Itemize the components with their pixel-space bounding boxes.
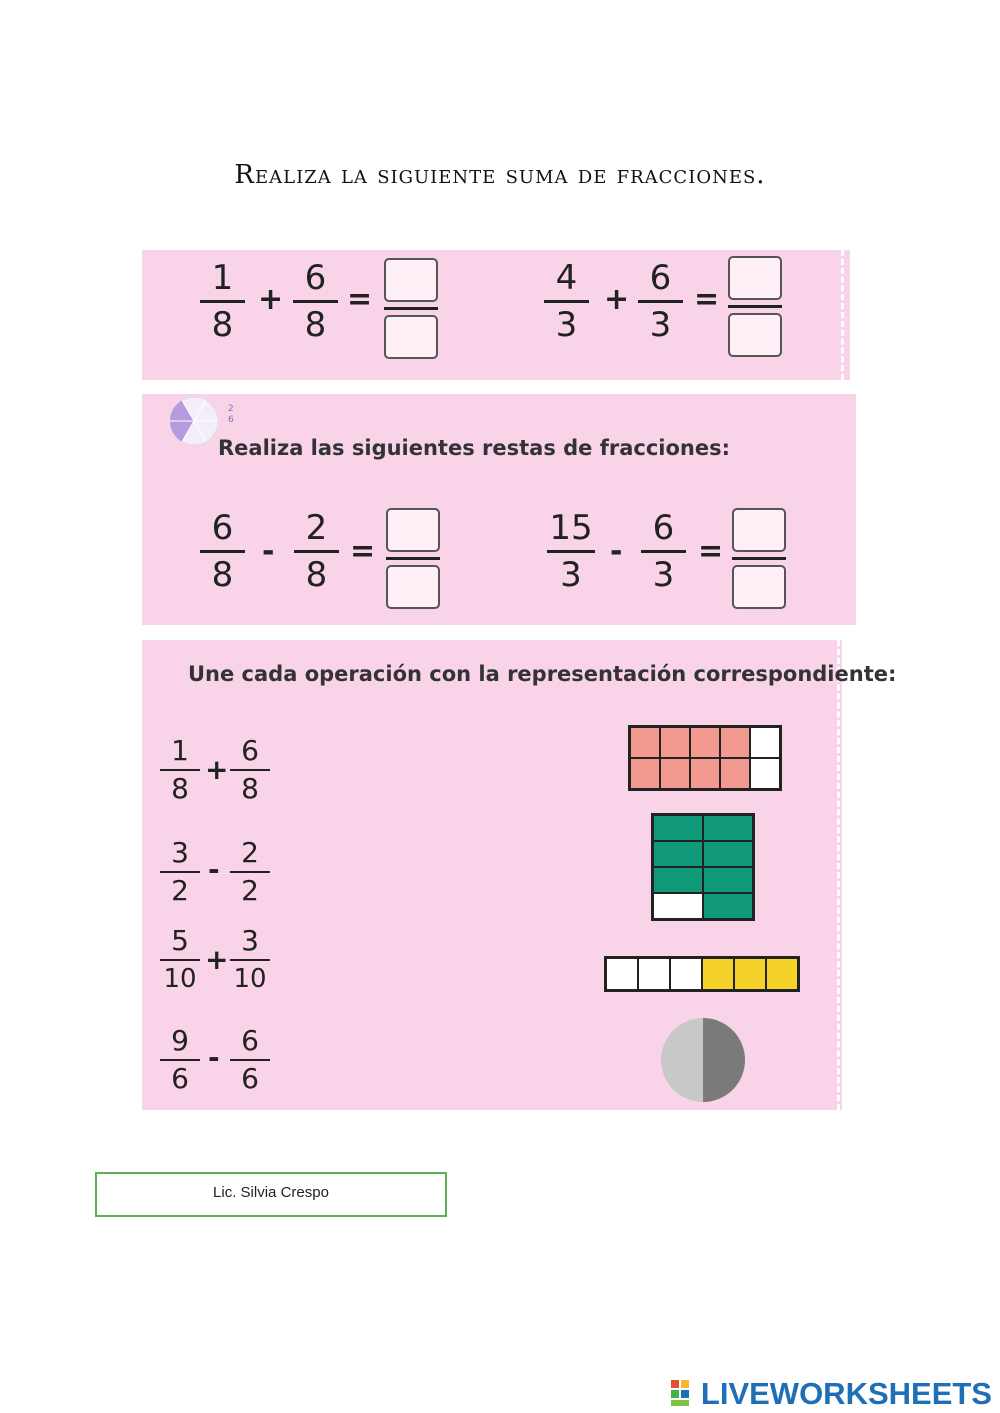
fraction: 6 8 bbox=[200, 508, 245, 595]
fraction: 15 3 bbox=[547, 508, 595, 595]
dashed-edge bbox=[837, 640, 840, 1110]
fraction: 6 3 bbox=[641, 508, 686, 595]
operator: - bbox=[610, 534, 623, 569]
representation-green-grid[interactable] bbox=[651, 813, 755, 921]
equals-sign: = bbox=[350, 534, 376, 569]
representation-yellow-strip[interactable] bbox=[604, 956, 800, 992]
answer-fraction bbox=[386, 508, 440, 609]
fraction: 2 8 bbox=[294, 508, 339, 595]
subtraction-heading: Realiza las siguientes restas de fracciones: bbox=[218, 436, 731, 460]
pie-label: 2 6 bbox=[228, 404, 234, 425]
equals-sign: = bbox=[347, 282, 373, 317]
fraction: 4 3 bbox=[544, 258, 589, 345]
worksheet-title: Realiza la siguiente suma de fracciones. bbox=[234, 160, 766, 190]
answer-denominator-input[interactable] bbox=[386, 565, 440, 609]
operator: + bbox=[258, 282, 284, 317]
answer-numerator-input[interactable] bbox=[732, 508, 786, 552]
answer-denominator-input[interactable] bbox=[384, 315, 438, 359]
equals-sign: = bbox=[694, 282, 720, 317]
matching-heading: Une cada operación con la representación correspondiente: bbox=[188, 662, 897, 686]
equals-sign: = bbox=[698, 534, 724, 569]
operator: + bbox=[604, 282, 630, 317]
answer-fraction bbox=[732, 508, 786, 609]
liveworksheets-logo-icon bbox=[671, 1380, 699, 1408]
answer-denominator-input[interactable] bbox=[732, 565, 786, 609]
representation-half-circle[interactable] bbox=[659, 1016, 747, 1104]
answer-denominator-input[interactable] bbox=[728, 313, 782, 357]
operator: - bbox=[262, 534, 275, 569]
liveworksheets-logo[interactable] bbox=[671, 1376, 992, 1412]
pie-icon bbox=[168, 395, 220, 447]
representation-salmon-grid[interactable] bbox=[628, 725, 782, 791]
answer-fraction bbox=[728, 256, 782, 357]
fraction: 6 3 bbox=[638, 258, 683, 345]
answer-numerator-input[interactable] bbox=[386, 508, 440, 552]
dashed-edge bbox=[841, 250, 844, 380]
fraction: 6 8 bbox=[293, 258, 338, 345]
answer-numerator-input[interactable] bbox=[384, 258, 438, 302]
author-credit: Lic. Silvia Crespo bbox=[95, 1172, 447, 1217]
logo-text: LIVEWORKSHEETS bbox=[700, 1376, 992, 1411]
answer-fraction bbox=[384, 258, 438, 359]
fraction: 1 8 bbox=[200, 258, 245, 345]
answer-numerator-input[interactable] bbox=[728, 256, 782, 300]
